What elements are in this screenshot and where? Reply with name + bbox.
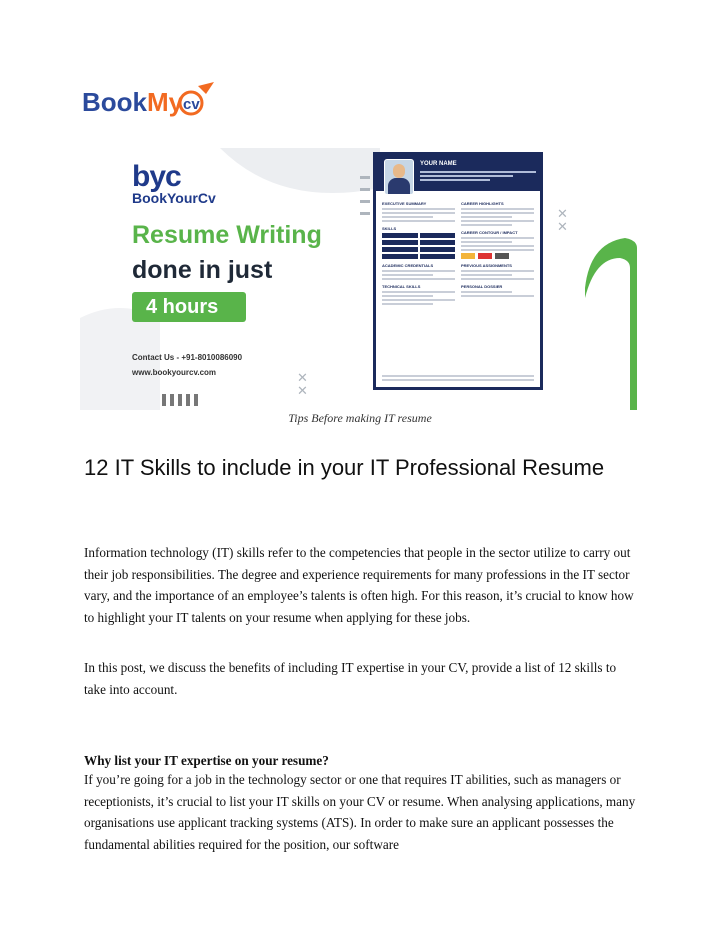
banner-decor-bars	[162, 394, 198, 406]
banner-decor-lines	[360, 176, 370, 224]
logo-text-book: Book	[82, 87, 147, 117]
resume-section-title: ACADEMIC CREDENTIALS	[382, 263, 434, 268]
svg-text:BookMy	[82, 87, 184, 117]
promo-banner-image	[80, 148, 637, 410]
resume-section-title: CAREER HIGHLIGHTS	[461, 201, 504, 206]
banner-contact	[132, 350, 242, 380]
section-heading: Why list your IT expertise on your resume?	[84, 753, 329, 768]
banner-headline-1: Resume Writing	[132, 221, 322, 249]
logo-text-cv: cv	[183, 96, 200, 113]
banner-headline-2: done in just	[132, 256, 273, 284]
bookmycv-logo	[82, 80, 222, 120]
banner-hours-pill: 4 hours	[132, 292, 246, 322]
resume-section-title: TECHNICAL SKILLS	[382, 284, 421, 289]
resume-name: YOUR NAME	[420, 161, 457, 167]
resume-header	[376, 155, 540, 191]
paragraph-intro: Information technology (IT) skills refer to the competencies that people in the sector utilize to carry out their job responsibilities. The degree and experience requirements for many professions in the IT sector vary, and the importance of an employee’s talents is often high. For this reason, it’s crucial to know how to highlight your IT talents on your resume when applying for these jobs.	[84, 545, 634, 625]
resume-section-title: SKILLS	[382, 226, 397, 231]
byc-mark: byc	[132, 160, 181, 193]
resume-avatar	[384, 159, 414, 195]
banner-contact-web: www.bookyourcv.com	[132, 368, 217, 377]
logo-text-my: My	[147, 87, 184, 117]
image-caption: Tips Before making IT resume	[288, 411, 432, 425]
banner-contact-phone: Contact Us - +91-8010086090	[132, 353, 243, 362]
resume-sample	[373, 152, 543, 390]
article-title: 12 IT Skills to include in your IT Professional Resume	[84, 455, 605, 480]
resume-left-column	[382, 197, 455, 307]
resume-section-title: PREVIOUS ASSIGNMENTS	[461, 263, 512, 268]
resume-section-title: EXECUTIVE SUMMARY	[382, 201, 427, 206]
byc-name: BookYourCv	[132, 190, 216, 206]
paragraph-why-list: If you’re going for a job in the technology sector or one that requires IT abilities, such as managers or receptionists, it’s crucial to list your IT skills on your CV or resume. When analysing applications, many organisations use applicant tracking systems (ATS). In order to make sure an applicant possesses the fundamental abilities required for the position, our software	[84, 772, 636, 852]
decor-x-icon: ✕ ✕	[297, 371, 308, 399]
resume-section-title: CAREER CONTOUR / IMPACT	[461, 230, 518, 235]
resume-section-title: PERSONAL DOSSIER	[461, 284, 503, 289]
decor-x-icon: ✕ ✕	[557, 207, 568, 235]
byc-brand	[132, 162, 216, 206]
paragraph-overview: In this post, we discuss the benefits of including IT expertise in your CV, provide a list of 12 skills to take into account.	[84, 660, 617, 697]
resume-right-column	[461, 197, 534, 307]
